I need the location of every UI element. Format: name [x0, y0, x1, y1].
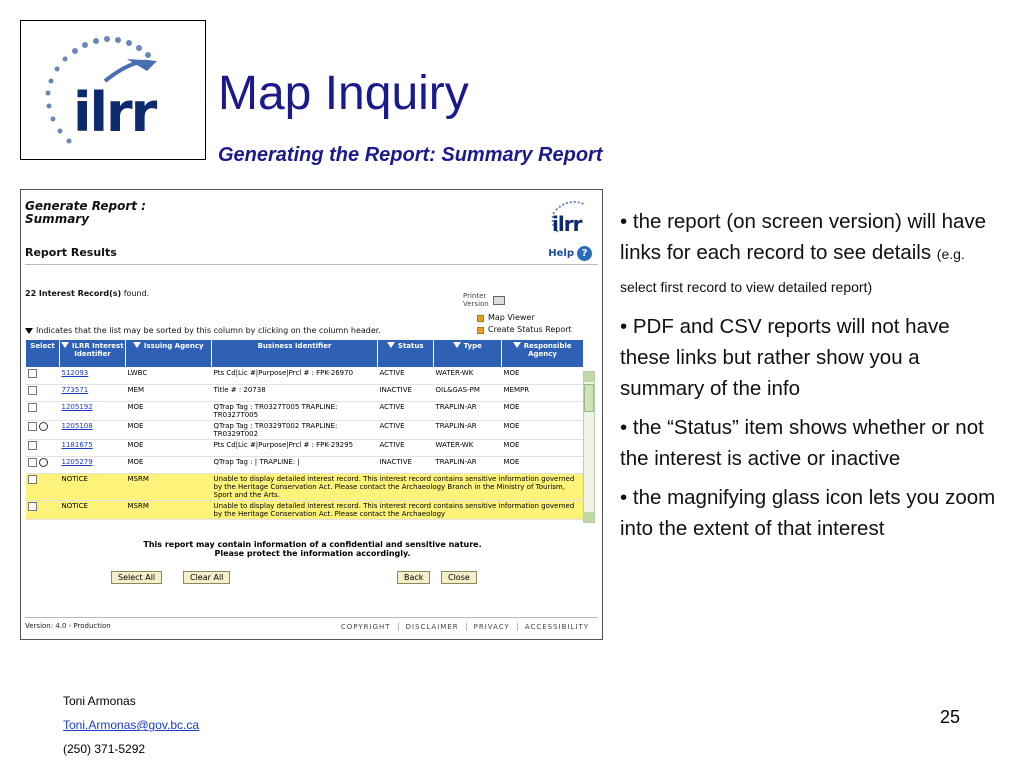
- col-type[interactable]: Type: [434, 340, 502, 368]
- back-button[interactable]: Back: [397, 571, 430, 584]
- notice-row: NOTICE MSRM Unable to display detailed interest record. This interest record contains sensitive information governed by the Heritage Conservation Act. Please contact the Archaeology: [26, 501, 584, 520]
- page-subtitle: Generating the Report: Summary Report: [218, 144, 603, 166]
- help-icon: ?: [577, 246, 592, 261]
- magnifier-icon[interactable]: [39, 458, 48, 467]
- copyright-link[interactable]: COPYRIGHT: [340, 623, 391, 631]
- row-checkbox[interactable]: [28, 369, 37, 378]
- logo-text: ilrr: [73, 81, 156, 144]
- magnifier-icon[interactable]: [39, 422, 48, 431]
- sort-triangle-icon: [61, 342, 69, 348]
- sort-note: Indicates that the list may be sorted by this column by clicking on the column header.: [25, 326, 381, 335]
- page-title: Map Inquiry: [218, 67, 469, 120]
- privacy-link[interactable]: PRIVACY: [466, 623, 517, 631]
- row-checkbox[interactable]: [28, 441, 37, 450]
- version-text: Version: 4.0 - Production: [25, 622, 111, 630]
- mini-ilrr-logo: ilrr: [546, 196, 592, 234]
- notice-row: NOTICE MSRM Unable to display detailed interest record. This interest record contains sensitive information governed by the Heritage Conservation Act. Please contact the Archaeology Branch in the Ministry of Tourism, Sport and the Arts.: [26, 474, 584, 501]
- results-table: [25, 339, 584, 520]
- report-screenshot: [20, 189, 603, 640]
- col-business-identifier: Business Identifier: [212, 340, 378, 368]
- select-all-button[interactable]: Select All: [111, 571, 162, 584]
- records-found-text: 22 Interest Record(s) found.: [25, 289, 150, 298]
- author-info: [63, 689, 199, 761]
- table-row: 512093 LWBC Pts Cd|Lic #|Purpose|Prcl # : FPK-26970 ACTIVE WATER-WK MOE: [26, 368, 584, 385]
- row-checkbox[interactable]: [28, 386, 37, 395]
- record-link[interactable]: 512093: [61, 369, 89, 377]
- record-link[interactable]: 1205108: [61, 422, 93, 430]
- ilrr-logo: [20, 20, 206, 160]
- clear-all-button[interactable]: Clear All: [183, 571, 230, 584]
- arrow-icon: [477, 327, 484, 334]
- footer-links: [334, 623, 596, 631]
- footer-divider: [25, 617, 598, 618]
- col-issuing-agency[interactable]: Issuing Agency: [126, 340, 212, 368]
- scroll-up-arrow[interactable]: [584, 372, 594, 382]
- author-name: Toni Armonas: [63, 694, 136, 708]
- sort-triangle-icon: [513, 342, 521, 348]
- close-button[interactable]: Close: [441, 571, 477, 584]
- sort-triangle-icon: [25, 328, 33, 334]
- bullet-item: • the magnifying glass icon lets you zoom into the extent of that interest: [620, 486, 996, 540]
- printer-version-link[interactable]: Printer Version: [463, 292, 505, 308]
- arrow-icon: [477, 315, 484, 322]
- accessibility-link[interactable]: ACCESSIBILITY: [517, 623, 596, 631]
- sort-triangle-icon: [133, 342, 141, 348]
- divider: [25, 264, 598, 265]
- row-checkbox[interactable]: [28, 458, 37, 467]
- col-select: Select: [26, 340, 60, 368]
- help-link[interactable]: Help ?: [548, 246, 592, 261]
- record-link[interactable]: 1181675: [61, 441, 93, 449]
- col-responsible-agency[interactable]: Responsible Agency: [502, 340, 584, 368]
- author-email-link[interactable]: Toni.Armonas@gov.bc.ca: [63, 718, 200, 732]
- record-link[interactable]: 1205192: [61, 403, 93, 411]
- printer-icon: [493, 296, 505, 305]
- bullet-item: • the “Status” item shows whether or not the interest is active or inactive: [620, 416, 984, 470]
- report-results-heading: Report Results: [25, 246, 117, 259]
- scroll-down-arrow[interactable]: [584, 512, 594, 522]
- confidential-notice: This report may contain information of a confidential and sensitive nature. Please protect the information accordingly.: [143, 540, 482, 558]
- row-checkbox[interactable]: [28, 502, 37, 511]
- bullet-item: • PDF and CSV reports will not have these links but rather show you a summary of the info: [620, 315, 950, 400]
- col-ilrr-id[interactable]: ILRR Interest Identifier: [60, 340, 126, 368]
- table-row: 1205192 MOE QTrap Tag : TR0327T005 TRAPLINE: TR0327T005 ACTIVE TRAPLIN-AR MOE: [26, 402, 584, 421]
- scroll-thumb[interactable]: [584, 384, 594, 412]
- record-link[interactable]: 773571: [61, 386, 89, 394]
- disclaimer-link[interactable]: DISCLAIMER: [398, 623, 466, 631]
- sort-triangle-icon: [453, 342, 461, 348]
- row-checkbox[interactable]: [28, 475, 37, 484]
- page-number: 25: [940, 707, 961, 727]
- record-link[interactable]: 1205279: [61, 458, 93, 466]
- map-viewer-link[interactable]: Map Viewer: [477, 312, 572, 324]
- col-status[interactable]: Status: [378, 340, 434, 368]
- bullet-list: [620, 206, 1000, 552]
- table-scrollbar[interactable]: [583, 371, 595, 523]
- table-row: 1181675 MOE Pts Cd|Lic #|Purpose|Prcl # : FPK-29295 ACTIVE WATER-WK MOE: [26, 440, 584, 457]
- table-row: 1205108 MOE QTrap Tag : TR0329T002 TRAPLINE: TR0329T002 ACTIVE TRAPLIN-AR MOE: [26, 421, 584, 440]
- author-phone: (250) 371-5292: [63, 742, 146, 756]
- row-checkbox[interactable]: [28, 422, 37, 431]
- row-checkbox[interactable]: [28, 403, 37, 412]
- create-status-report-link[interactable]: Create Status Report: [477, 324, 572, 336]
- report-actions: [477, 312, 572, 336]
- table-row: 1205279 MOE QTrap Tag : | TRAPLINE: | INACTIVE TRAPLIN-AR MOE: [26, 457, 584, 474]
- bullet-item: • the report (on screen version) will have links for each record to see details (e.g. select first record to view detailed report): [620, 210, 987, 295]
- generate-report-title: Generate Report : Summary: [25, 199, 146, 226]
- sort-triangle-icon: [387, 342, 395, 348]
- table-row: 773571 MEM Title # : 20738 INACTIVE OIL&GAS-PM MEMPR: [26, 385, 584, 402]
